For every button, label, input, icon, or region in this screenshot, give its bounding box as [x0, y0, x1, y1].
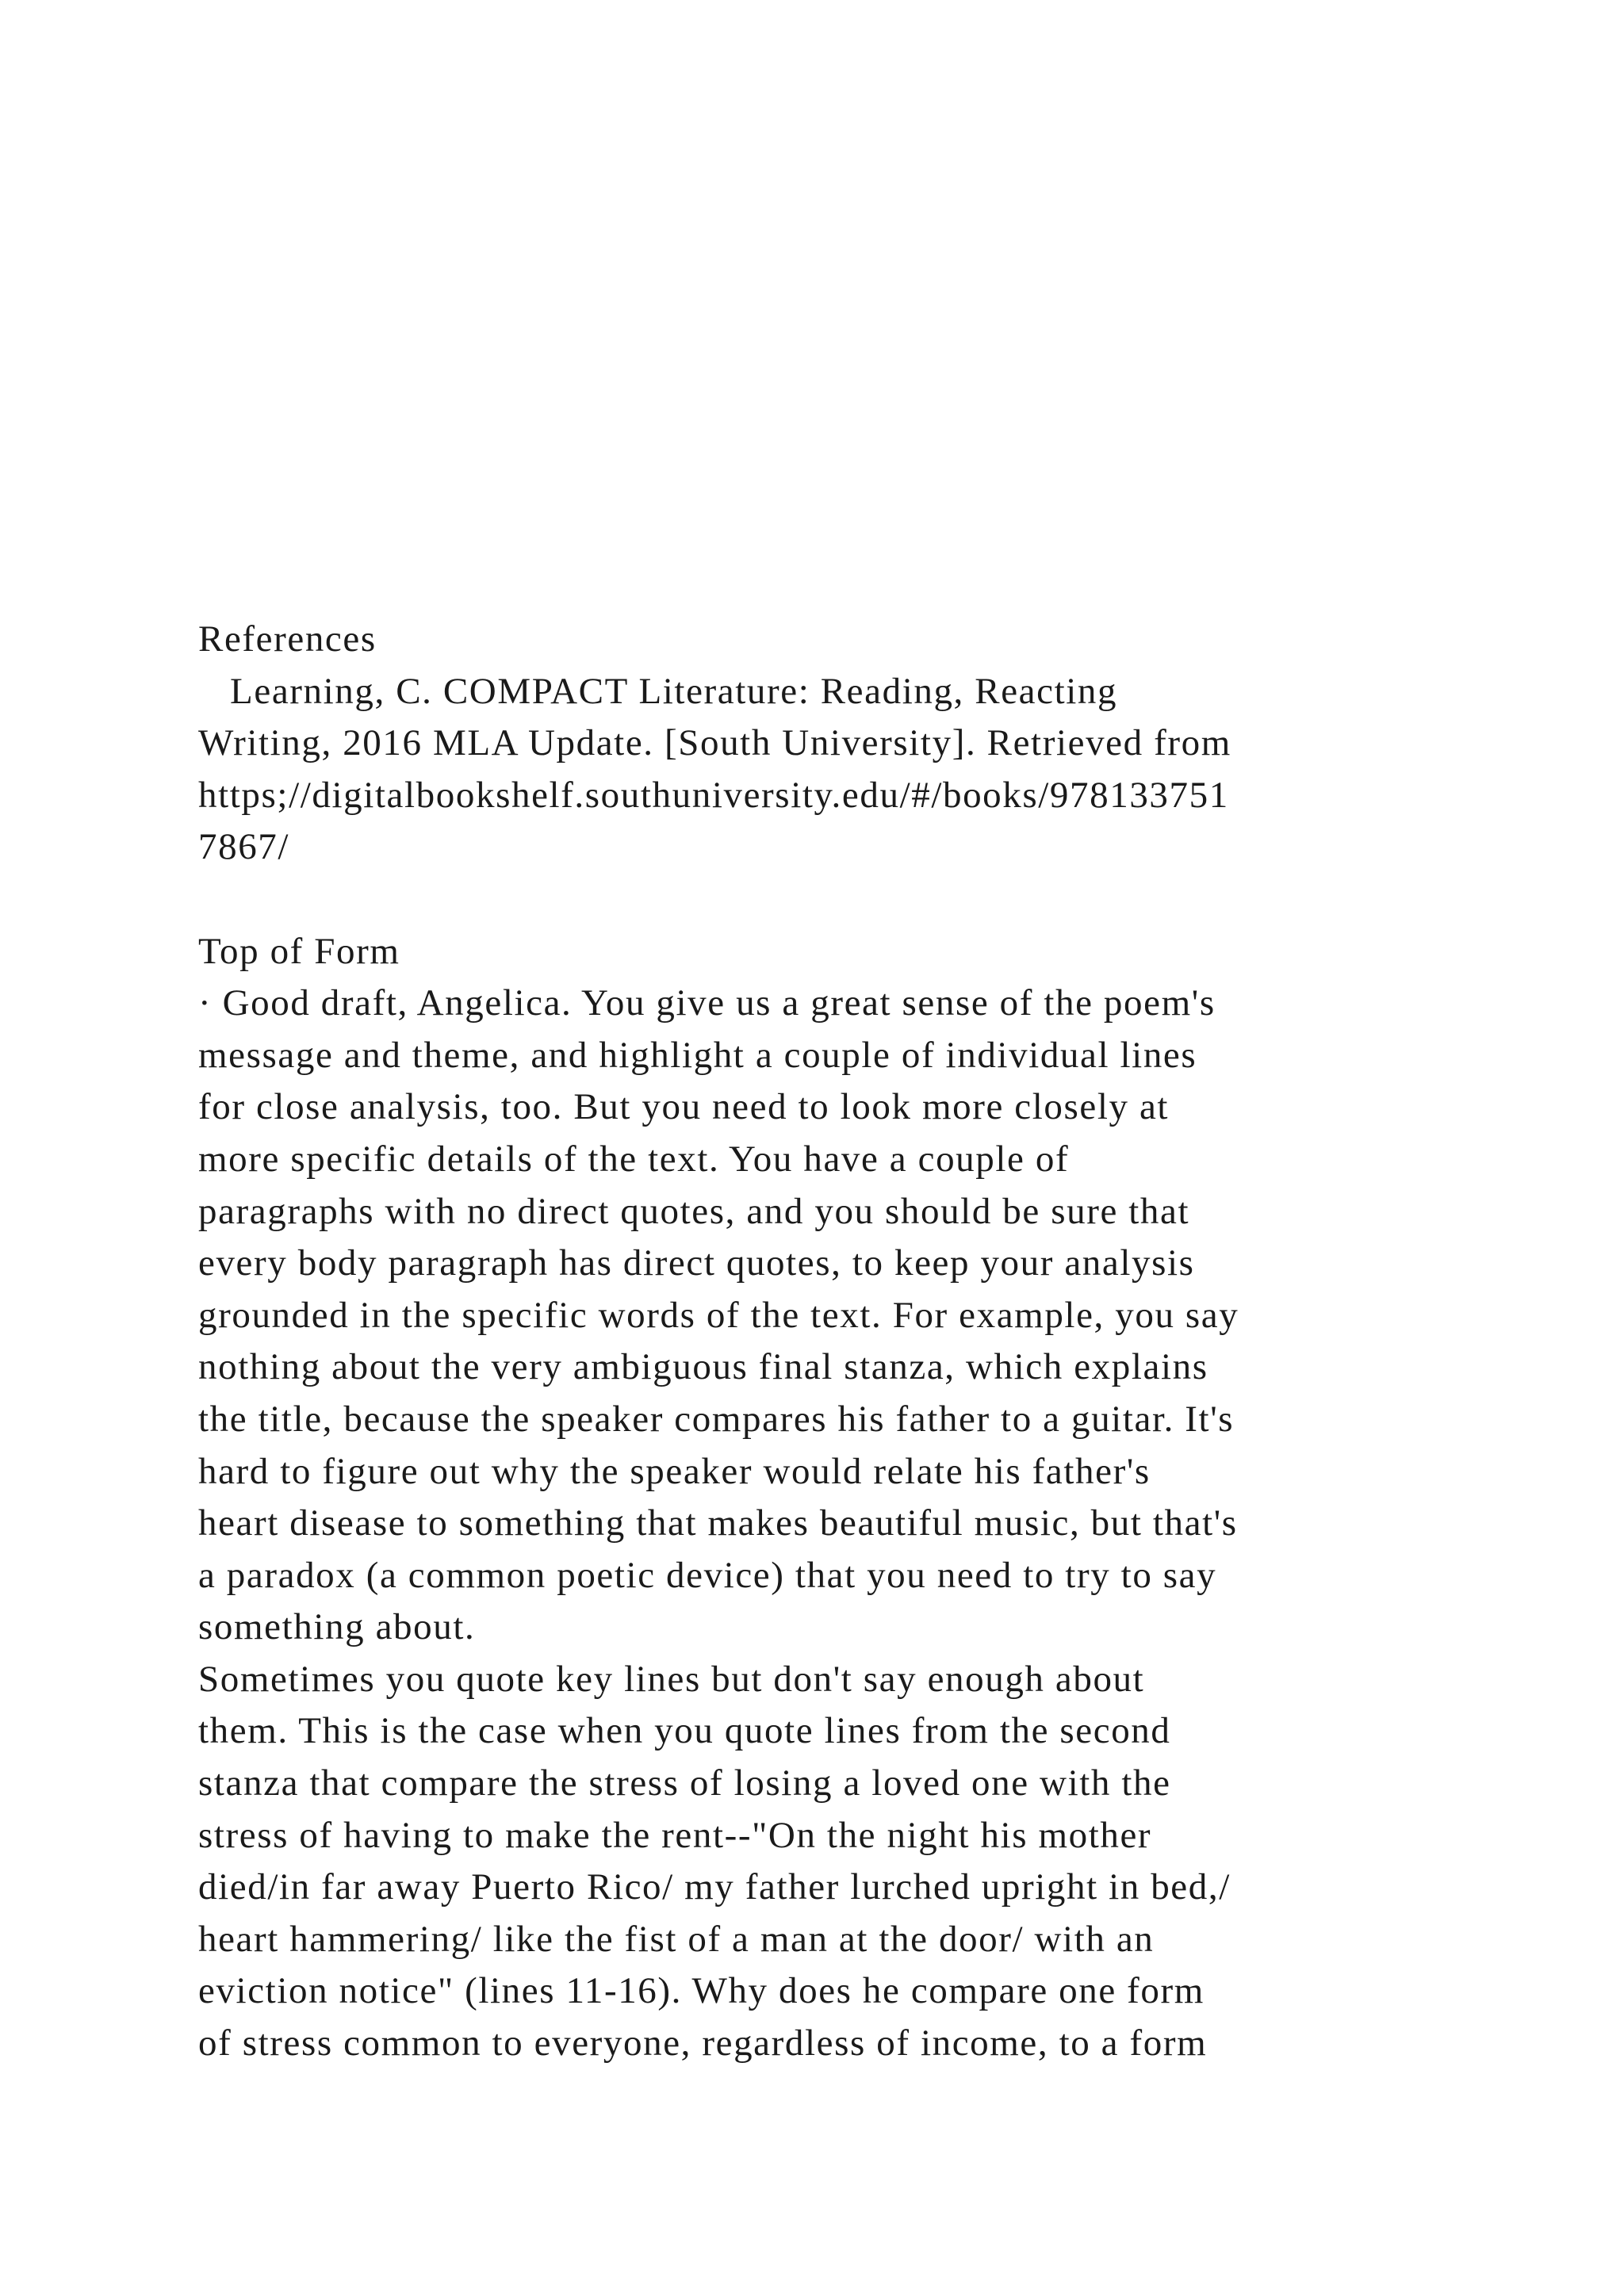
reference-line: 7867/	[198, 826, 290, 868]
paragraph-line: them. This is the case when you quote lines from the second	[198, 1710, 1171, 1752]
comment-line: nothing about the very ambiguous final stanza, which explains	[198, 1346, 1208, 1388]
comment-line: every body paragraph has direct quotes, to keep your analysis	[198, 1242, 1195, 1284]
form-heading: Top of Form	[198, 930, 400, 972]
comment-line: grounded in the specific words of the text. For example, you say	[198, 1294, 1239, 1336]
references-heading: References	[198, 618, 377, 660]
paragraph-line: of stress common to everyone, regardless of income, to a form	[198, 2022, 1208, 2064]
comment-line: more specific details of the text. You have a couple of	[198, 1138, 1070, 1180]
comment-line: message and theme, and highlight a couple of individual lines	[198, 1034, 1197, 1076]
comment-line: hard to figure out why the speaker would relate his father's	[198, 1450, 1151, 1492]
comment-line: · Good draft, Angelica. You give us a great sense of the poem's	[198, 982, 1216, 1024]
document-body	[198, 614, 1483, 2070]
comment-line: for close analysis, too. But you need to look more closely at	[198, 1086, 1170, 1128]
paragraph-line: stress of having to make the rent--"On the night his mother	[198, 1814, 1152, 1856]
reference-url-line: https;//digitalbookshelf.southuniversity.edu/#/books/978133751	[198, 774, 1229, 816]
paragraph-line: Sometimes you quote key lines but don't say enough about	[198, 1658, 1145, 1700]
paragraph-line: stanza that compare the stress of losing a loved one with the	[198, 1762, 1171, 1804]
comment-line: paragraphs with no direct quotes, and you should be sure that	[198, 1190, 1190, 1232]
blank-line	[198, 874, 1483, 926]
comment-line: a paradox (a common poetic device) that you need to try to say	[198, 1554, 1217, 1596]
reference-line: Writing, 2016 MLA Update. [South University]. Retrieved from	[198, 722, 1231, 764]
comment-line: the title, because the speaker compares his father to a guitar. It's	[198, 1398, 1235, 1440]
reference-line: Learning, C. COMPACT Literature: Reading, Reacting	[198, 670, 1118, 712]
comment-line: something about.	[198, 1606, 476, 1648]
paragraph-line: eviction notice" (lines 11-16). Why does he compare one form	[198, 1970, 1205, 2012]
comment-line: heart disease to something that makes beautiful music, but that's	[198, 1502, 1238, 1544]
paragraph-line: died/in far away Puerto Rico/ my father lurched upright in bed,/	[198, 1866, 1231, 1908]
paragraph-line: heart hammering/ like the fist of a man at the door/ with an	[198, 1918, 1155, 1960]
